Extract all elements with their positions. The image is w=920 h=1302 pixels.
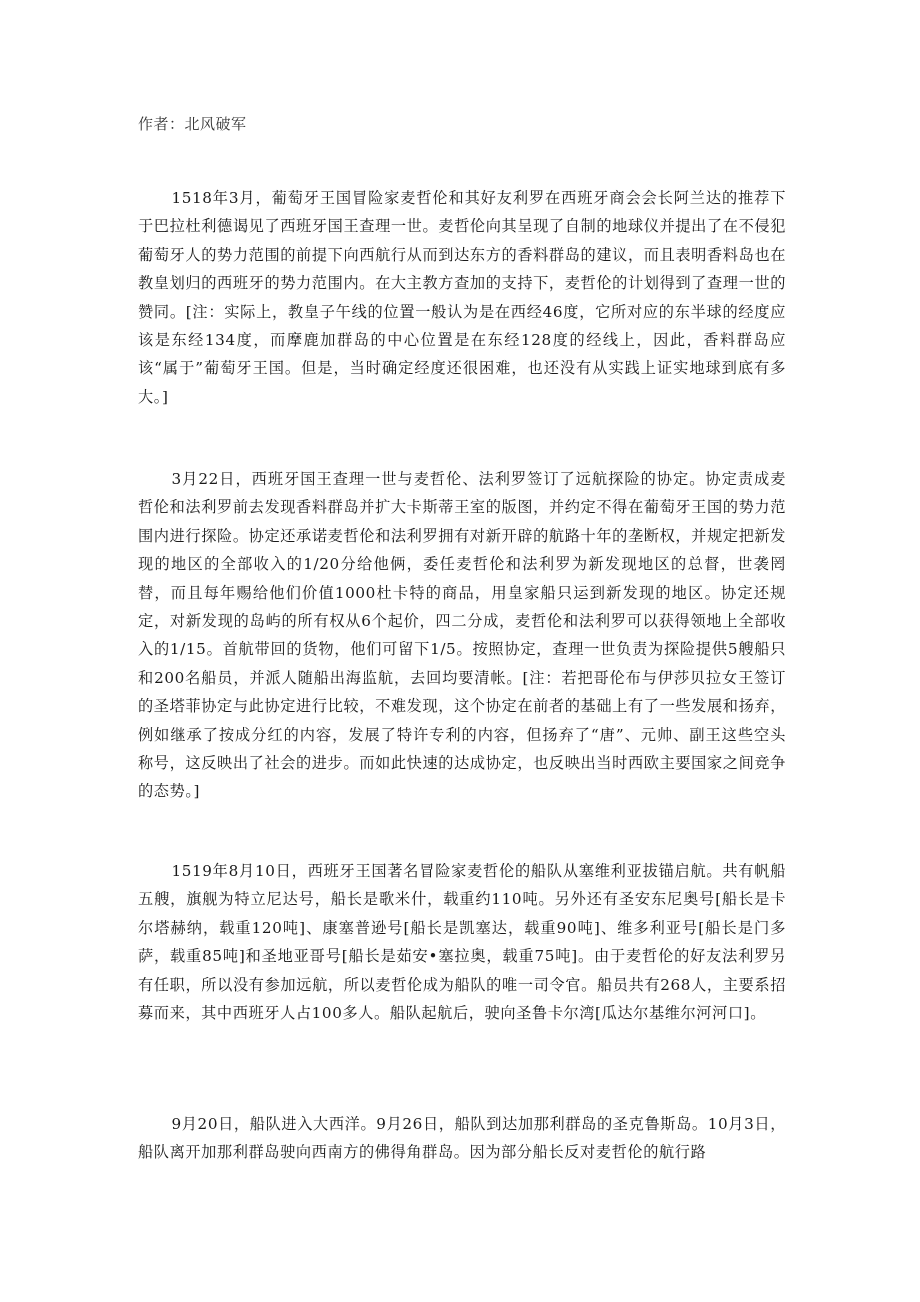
paragraph-4: 9月20日，船队进入大西洋。9月26日，船队到达加那利群岛的圣克鲁斯岛。10月3日，船队离开加那利群岛驶向西南方的佛得角群岛。因为部分船长反对麦哲伦的航行路 (138, 1115, 786, 1162)
paragraph-3: 1519年8月10日，西班牙王国著名冒险家麦哲伦的船队从塞维利亚拔锚启航。共有帆船五艘，旗舰为特立尼达号，船长是歌米什，载重约110吨。另外还有圣安东尼奥号[船长是卡尔塔赫纳，载重120吨]、康塞普逊号[船长是凯塞达，载重90吨]、维多利亚号[船长是门多萨，载重85吨]和圣地亚哥号[船长是茹安•塞拉奥，载重75吨]。由于麦哲伦的好友法利罗另有任职，所以没有参加远航，所以麦哲伦成为船队的唯一司令官。船员共有268人，主要系招募而来，其中西班牙人占100多人。船队起航后，驶向圣鲁卡尔湾[瓜达尔基维尔河河口]。 (138, 862, 786, 1023)
paragraph-2: 3月22日，西班牙国王查理一世与麦哲伦、法利罗签订了远航探险的协定。协定责成麦哲伦和法利罗前去发现香料群岛并扩大卡斯蒂王室的版图，并约定不得在葡萄牙王国的势力范围内进行探险。协定还承诺麦哲伦和法利罗拥有对新开辟的航路十年的垄断权，并规定把新发现的地区的全部收入的1/20分给他俩，委任麦哲伦和法利罗为新发现地区的总督，世袭罔替，而且每年赐给他们价值1000杜卡特的商品，用皇家船只运到新发现的地区。协定还规定，对新发现的岛屿的所有权从6个起价，四二分成，麦哲伦和法利罗可以获得领地上全部收入的1/15。首航带回的货物，他们可留下1/5。按照协定，查理一世负责为探险提供5艘船只和200名船员，并派人随船出海监航，去回均要清帐。[注：若把哥伦布与伊莎贝拉女王签订的圣塔菲协定与此协定进行比较，不难发现，这个协定在前者的基础上有了一些发展和扬弃，例如继承了按成分红的内容，发展了特许专利的内容，但扬弃了“唐”、元帅、副王这些空头称号，这反映出了社会的进步。而如此快速的达成协定，也反映出当时西欧主要国家之间竞争的态势。] (138, 470, 786, 801)
paragraph-1: 1518年3月，葡萄牙王国冒险家麦哲伦和其好友利罗在西班牙商会会长阿兰达的推荐下于巴拉杜利德谒见了西班牙国王查理一世。麦哲伦向其呈现了自制的地球仪并提出了在不侵犯葡萄牙人的势力范围的前提下向西航行从而到达东方的香料群岛的建议，而且表明香料岛也在教皇划归的西班牙的势力范围内。在大主教方查加的支持下，麦哲伦的计划得到了查理一世的赞同。[注：实际上，教皇子午线的位置一般认为是在西经46度，它所对应的东半球的经度应该是东经134度，而摩鹿加群岛的中心位置是在东经128度的经线上，因此，香料群岛应该“属于”葡萄牙王国。但是，当时确定经度还很困难，也还没有从实践上证实地球到底有多大。] (138, 189, 786, 406)
author-line: 作者：北风破军 (138, 115, 247, 133)
